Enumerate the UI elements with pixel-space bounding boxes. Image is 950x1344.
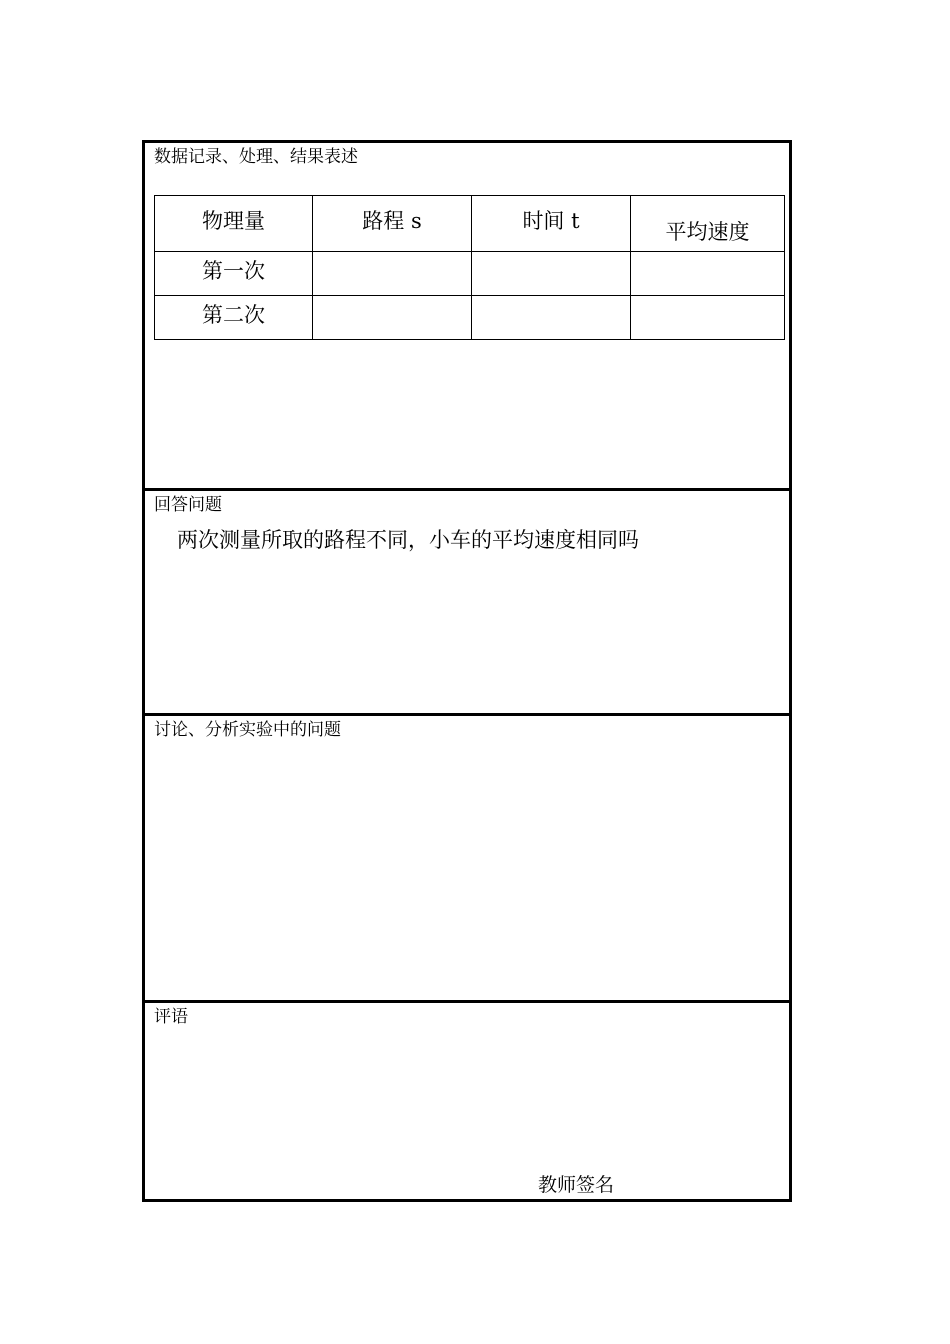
cell-second-distance[interactable] <box>313 296 472 340</box>
comment-section <box>145 1000 789 1199</box>
answer-section-title: 回答问题 <box>154 495 222 515</box>
question-text: 两次测量所取的路程不同，小车的平均速度相同吗 <box>177 528 639 552</box>
header-time: 时间 t <box>472 196 631 252</box>
data-record-table <box>154 195 785 340</box>
discussion-section <box>145 713 789 1000</box>
header-average-speed: 平均速度 <box>631 196 785 252</box>
row-label-first: 第一次 <box>155 252 313 296</box>
answer-question-section <box>145 488 789 713</box>
data-record-section <box>145 143 789 488</box>
lab-report-form <box>142 140 792 1202</box>
data-section-title: 数据记录、处理、结果表述 <box>154 147 358 167</box>
cell-first-speed[interactable] <box>631 252 785 296</box>
row-label-second: 第二次 <box>155 296 313 340</box>
comment-section-title: 评语 <box>154 1007 188 1027</box>
table-row <box>155 252 785 296</box>
discussion-section-title: 讨论、分析实验中的问题 <box>154 720 341 740</box>
teacher-signature-label: 教师签名 <box>538 1174 615 1196</box>
cell-second-time[interactable] <box>472 296 631 340</box>
header-quantity: 物理量 <box>155 196 313 252</box>
cell-first-distance[interactable] <box>313 252 472 296</box>
cell-first-time[interactable] <box>472 252 631 296</box>
table-header-row <box>155 196 785 252</box>
table-row <box>155 296 785 340</box>
header-distance: 路程 s <box>313 196 472 252</box>
cell-second-speed[interactable] <box>631 296 785 340</box>
